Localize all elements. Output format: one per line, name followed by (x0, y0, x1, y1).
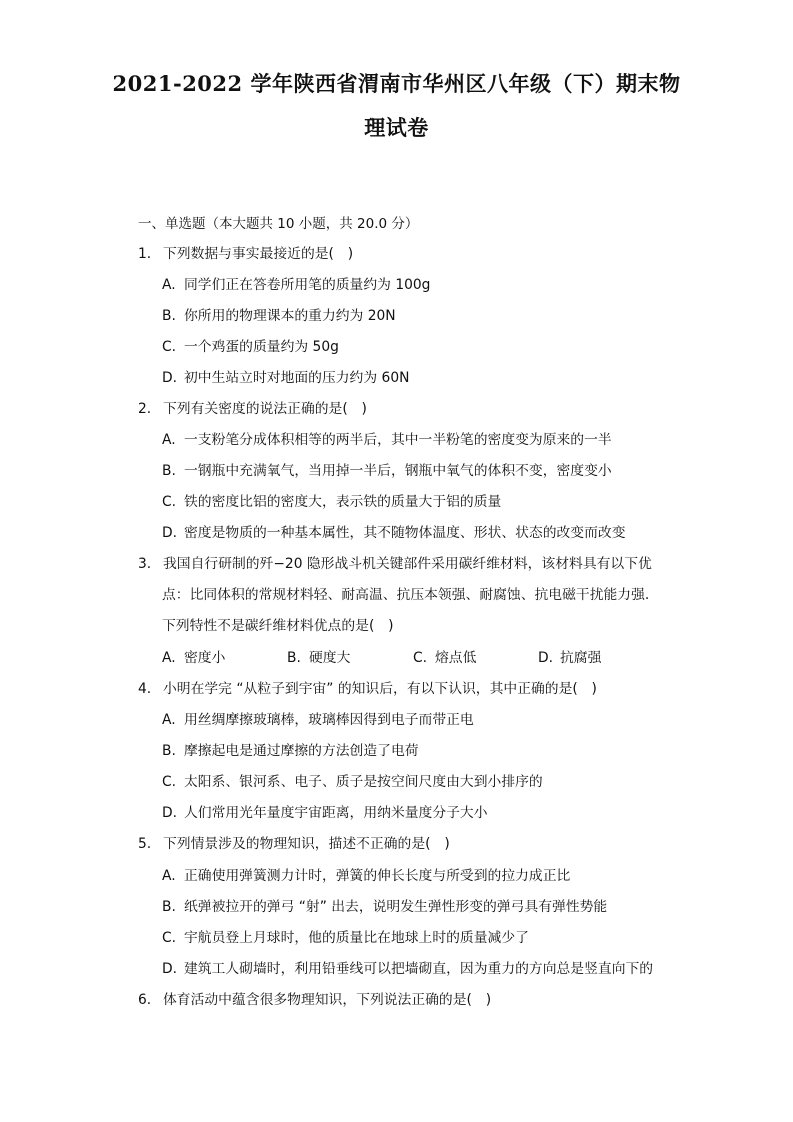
option-label: C. (162, 774, 177, 790)
option-5b (162, 896, 607, 918)
option-5a (162, 865, 570, 887)
question-5 (138, 833, 450, 855)
question-number: 5. (138, 836, 152, 852)
question-3-stem-line2: 点：比同体积的常规材料轻、耐高温、抗压本领强、耐腐蚀、抗电磁干扰能力强. (162, 587, 650, 603)
option-text: 摩擦起电是通过摩擦的方法创造了电荷 (184, 743, 419, 759)
option-label: C. (162, 339, 177, 355)
option-5c (162, 927, 529, 949)
option-3c (413, 647, 476, 669)
option-label: D. (162, 805, 178, 821)
option-text: 抗腐强 (560, 650, 602, 666)
option-text: 同学们正在答卷所用笔的质量约为 100g (184, 277, 431, 293)
question-number: 4. (138, 681, 152, 697)
option-2d (162, 522, 626, 544)
question-6 (138, 989, 491, 1011)
question-stem: 下列有关密度的说法正确的是( ) (163, 401, 367, 417)
option-text: 密度是物质的一种基本属性，其不随物体温度、形状、状态的改变而改变 (184, 525, 626, 541)
option-label: B. (162, 463, 176, 479)
option-label: C. (162, 494, 177, 510)
question-3 (138, 553, 652, 575)
option-text: 一钢瓶中充满氧气，当用掉一半后，钢瓶中氧气的体积不变，密度变小 (184, 463, 612, 479)
option-label: C. (162, 930, 177, 946)
question-stem: 下列数据与事实最接近的是( ) (163, 246, 354, 262)
option-label: D. (162, 525, 178, 541)
option-text: 正确使用弹簧测力计时，弹簧的伸长长度与所受到的拉力成正比 (184, 868, 571, 884)
question-stem: 体育活动中蕴含很多物理知识，下列说法正确的是( ) (163, 992, 492, 1008)
option-1a (162, 274, 430, 296)
option-text: 人们常用光年量度宇宙距离，用纳米量度分子大小 (184, 805, 488, 821)
option-label: B. (287, 650, 301, 666)
option-label: D. (538, 650, 554, 666)
section-heading: 一、单选题（本大题共 10 小题，共 20.0 分） (138, 216, 419, 232)
option-label: C. (413, 650, 428, 666)
option-3a (162, 647, 225, 669)
option-text: 铁的密度比铝的密度大，表示铁的质量大于铝的质量 (184, 494, 502, 510)
option-label: A. (162, 432, 176, 448)
option-2c (162, 491, 501, 513)
option-text: 建筑工人砌墙时，利用铅垂线可以把墙砌直，因为重力的方向总是竖直向下的 (184, 961, 654, 977)
option-2b (162, 460, 612, 482)
option-4b (162, 740, 419, 762)
option-2a (162, 429, 612, 451)
option-text: 密度小 (184, 650, 226, 666)
option-text: 你所用的物理课本的重力约为 20N (184, 308, 396, 324)
question-number: 1. (138, 246, 152, 262)
option-label: B. (162, 743, 176, 759)
question-2 (138, 398, 367, 420)
option-4c (162, 771, 543, 793)
question-stem: 小明在学完 “从粒子到宇宙” 的知识后，有以下认识，其中正确的是( ) (163, 681, 597, 697)
option-text: 用丝绸摩擦玻璃棒，玻璃棒因得到电子而带正电 (184, 712, 474, 728)
question-4 (138, 678, 597, 700)
option-label: D. (162, 961, 178, 977)
exam-title-line1: 2021-2022 学年陕西省渭南市华州区八年级（下）期末物 (112, 71, 681, 96)
option-label: A. (162, 277, 176, 293)
option-text: 太阳系、银河系、电子、质子是按空间尺度由大到小排序的 (184, 774, 543, 790)
option-text: 初中生站立时对地面的压力约为 60N (184, 370, 410, 386)
option-text: 纸弹被拉开的弹弓 “射” 出去，说明发生弹性形变的弹弓具有弹性势能 (184, 899, 608, 915)
option-text: 硬度大 (309, 650, 351, 666)
option-3d (538, 647, 601, 669)
option-label: A. (162, 650, 176, 666)
option-label: B. (162, 899, 176, 915)
question-number: 2. (138, 401, 152, 417)
option-text: 熔点低 (435, 650, 477, 666)
option-5d (162, 958, 653, 980)
question-number: 6. (138, 992, 152, 1008)
option-text: 一支粉笔分成体积相等的两半后，其中一半粉笔的密度变为原来的一半 (184, 432, 612, 448)
question-1 (138, 243, 353, 265)
option-label: D. (162, 370, 178, 386)
option-label: B. (162, 308, 176, 324)
option-4a (162, 709, 474, 731)
question-stem: 我国自行研制的歼−20 隐形战斗机关键部件采用碳纤维材料，该材料具有以下优 (163, 556, 652, 572)
option-4d (162, 802, 488, 824)
option-1c (162, 336, 339, 358)
question-3-stem-line3: 下列特性不是碳纤维材料优点的是( ) (162, 618, 394, 634)
question-stem: 下列情景涉及的物理知识，描述不正确的是( ) (163, 836, 450, 852)
option-text: 一个鸡蛋的质量约为 50g (184, 339, 339, 355)
options-row-3 (162, 647, 662, 669)
question-number: 3. (138, 556, 152, 572)
option-label: A. (162, 868, 176, 884)
option-label: A. (162, 712, 176, 728)
option-1d (162, 367, 409, 389)
option-text: 宇航员登上月球时，他的质量比在地球上时的质量减少了 (184, 930, 529, 946)
option-1b (162, 305, 396, 327)
exam-title-line2: 理试卷 (364, 115, 429, 140)
option-3b (287, 647, 350, 669)
